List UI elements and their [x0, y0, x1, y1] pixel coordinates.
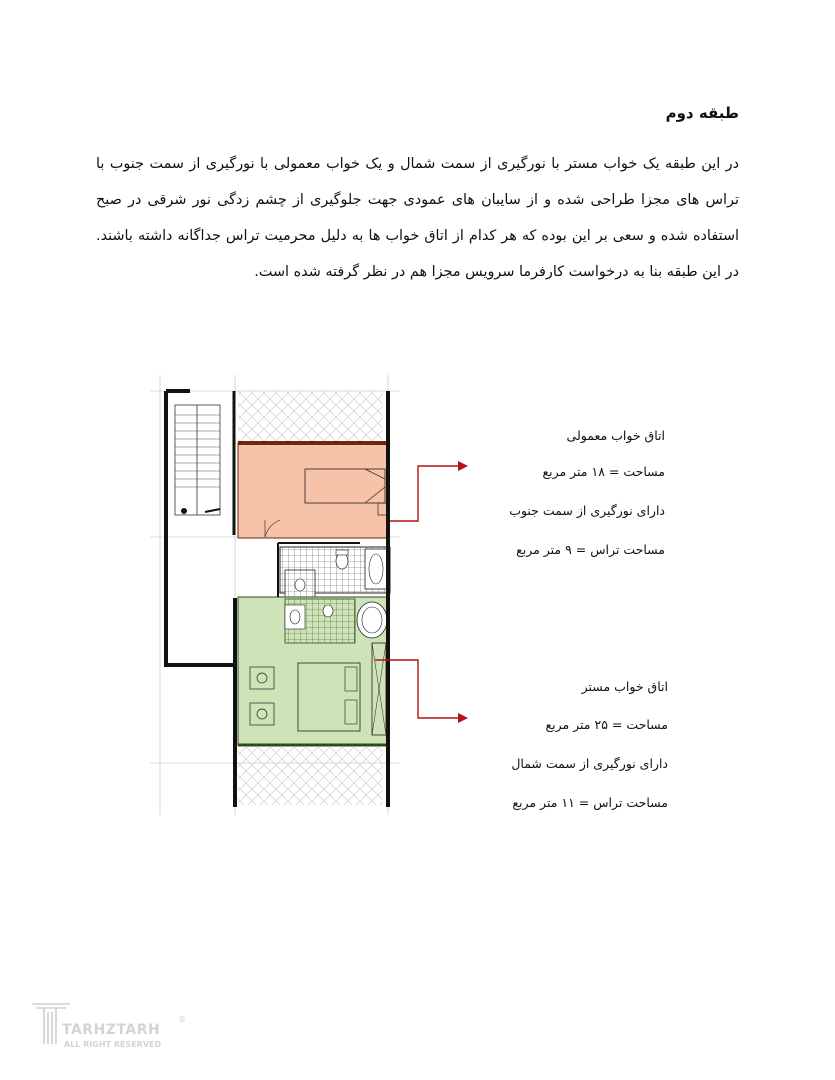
- single-bed: [305, 469, 385, 503]
- logo-brand: TARHZTARH: [62, 1022, 161, 1038]
- room-title: اتاق خواب مستر: [581, 679, 668, 694]
- description-paragraph: در این طبقه یک خواب مستر با نورگیری از سمت شمال و یک خواب معمولی با نورگیری از سمت جنوب با تراس های مجزا طراحی شده و از سایبان های عمودی جهت جلوگیری از چشم زدگی نور شرقی در صبح استفاده شده و سعی بر این بوده که هر کدام از اتاق خواب ها به دلیل محرمیت تراس جداگانه داشته باشند. در این طبقه بنا به درخواست کارفرما سرویس مجزا هم در نظر گرفته شده است.: [96, 156, 739, 280]
- room-light: دارای نورگیری از سمت جنوب: [509, 503, 665, 518]
- master-bedroom-notes: [448, 673, 668, 823]
- logo-registered-mark: ®: [178, 1015, 186, 1024]
- room-area: مساحت = ۲۵ متر مربع: [545, 717, 668, 732]
- section-heading: طبقه دوم: [665, 104, 739, 122]
- south-terrace: [238, 391, 383, 443]
- double-bed: [298, 663, 360, 731]
- floor-plan: [150, 375, 470, 825]
- room-terrace: مساحت تراس = ۹ متر مربع: [516, 542, 665, 557]
- tarhztarh-logo: [30, 998, 190, 1054]
- logo-tagline: ALL RIGHT RESERVED: [64, 1040, 162, 1049]
- common-bedroom-notes: [445, 420, 665, 570]
- room-area: مساحت = ۱۸ متر مربع: [542, 464, 665, 479]
- north-terrace: [238, 747, 383, 805]
- room-terrace: مساحت تراس = ۱۱ متر مربع: [512, 795, 668, 810]
- room-light: دارای نورگیری از سمت شمال: [511, 756, 668, 771]
- room-title: اتاق خواب معمولی: [566, 428, 665, 443]
- staircase: [175, 405, 220, 515]
